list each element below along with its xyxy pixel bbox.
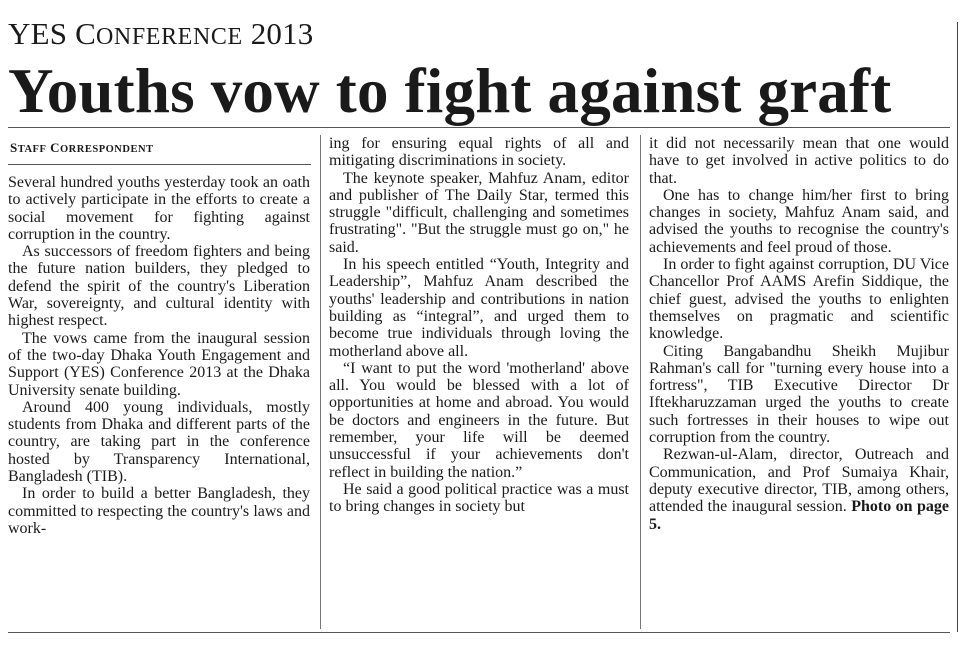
bottom-rule xyxy=(8,632,950,633)
paragraph: The vows came from the inaugural session of the two-day Dhaka Youth Engagement and Support (YES) Conference 2013 at the Dhaka University senate building. xyxy=(8,329,310,399)
paragraph: As successors of freedom fighters and being the future nation builders, they pledged to defend the spirit of the country's Liberation War, sovereignty, and cultural identity with highest respect. xyxy=(8,243,310,330)
photo-note: Photo on page 5. xyxy=(649,498,950,533)
byline: STAFF CORRESPONDENT xyxy=(10,140,154,155)
right-border-rule xyxy=(957,22,958,632)
paragraph: Citing Bangabandhu Sheikh Mujibur Rahman's call for "turning every house into a fortress", TIB Executive Director Dr Iftekharuzzaman urged the youths to create such fortresses in their houses to wipe out corruption from the country. xyxy=(649,342,949,447)
paragraph: In order to fight against corruption, DU Vice Chancellor Prof AAMS Arefin Siddique, the chief guest, advised the youths to enlighten themselves on pragmatic and scientific knowledge. xyxy=(649,256,949,343)
column-separator xyxy=(640,135,641,629)
paragraph: One has to change him/her first to bring changes in society, Mahfuz Anam said, and advised the youths to recognise the country's achievements and feel proud of those. xyxy=(649,186,949,256)
headline: Youths vow to fight against graft xyxy=(8,56,892,126)
paragraph: it did not necessarily mean that one would have to get involved in active politics to do that. xyxy=(649,135,949,187)
column-separator xyxy=(320,135,321,629)
paragraph: The keynote speaker, Mahfuz Anam, editor and publisher of The Daily Star, termed this struggle "difficult, challenging and sometimes frustrating". "But the struggle must go on," he said. xyxy=(329,169,629,256)
paragraph-text: Rezwan-ul-Alam, director, Outreach and Communication, and Prof Sumaiya Khair, deputy executive director, TIB, among others, attended the inaugural session. xyxy=(649,446,949,516)
paragraph: Around 400 young individuals, mostly students from Dhaka and different parts of the country, are taking part in the conference hosted by Transparency International, Bangladesh (TIB). xyxy=(8,398,310,486)
byline-rule xyxy=(8,164,311,165)
paragraph: He said a good political practice was a must to bring changes in society but xyxy=(329,480,629,516)
article-column-2 xyxy=(329,135,629,516)
paragraph: ing for ensuring equal rights of all and mitigating discriminations in society. xyxy=(329,135,629,170)
headline-rule xyxy=(8,127,950,128)
article-column-1 xyxy=(8,174,310,537)
paragraph: “I want to put the word 'motherland' above all. You would be blessed with a lot of opportunities at home and abroad. You would be doctors and engineers in the future. But remember, your life will be deemed unsuccessful if your achievements don't reflect in building the nation.” xyxy=(329,359,629,481)
paragraph: In order to build a better Bangladesh, they committed to respecting the country's laws and work- xyxy=(8,485,310,537)
paragraph xyxy=(649,446,949,532)
article-column-3 xyxy=(649,135,949,533)
paragraph: In his speech entitled “Youth, Integrity and Leadership”, Mahfuz Anam described the youths' leadership and contributions in nation building as “integral”, and urged them to become true individuals through loving the motherland above all. xyxy=(329,256,629,360)
paragraph: Several hundred youths yesterday took an oath to actively participate in the efforts to create a social movement for fighting against corruption in the country. xyxy=(8,174,310,243)
kicker: YES CONFERENCE 2013 xyxy=(8,16,314,51)
